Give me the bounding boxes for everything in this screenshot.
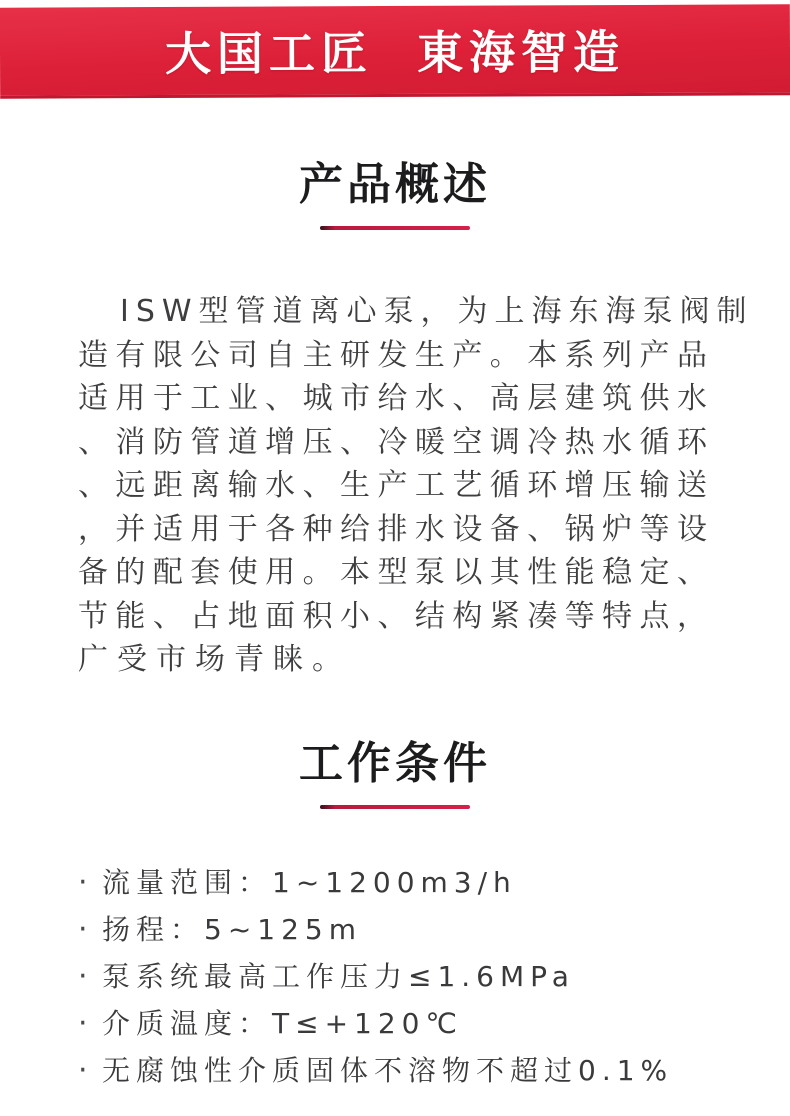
conditions-list <box>78 859 750 1094</box>
overview-section-head <box>0 159 790 230</box>
paragraph-line: 节能、占地面积小、结构紧凑等特点， <box>78 598 714 634</box>
condition-item <box>78 859 750 906</box>
condition-item <box>78 1000 750 1047</box>
condition-text: 流量范围：1~1200m3/h <box>102 865 517 899</box>
banner-title: 大国工匠 東海智造 <box>164 24 626 82</box>
condition-text: 介质温度：T≤+120℃ <box>102 1006 463 1040</box>
condition-item <box>78 906 750 953</box>
paragraph-line: ，并适用于各种给排水设备、锅炉等设 <box>78 511 714 547</box>
condition-text: 无腐蚀性介质固体不溶物不超过0.1% <box>102 1053 674 1087</box>
paragraph-line: 、远距离输水、生产工艺循环增压输送 <box>78 468 714 503</box>
overview-title-underline <box>320 226 470 230</box>
paragraph-line: 适用于工业、城市给水、高层建筑供水 <box>78 381 714 416</box>
conditions-section-head <box>0 738 790 809</box>
bullet-icon: · <box>78 911 88 947</box>
paragraph-line: 造有限公司自主研发生产。本系列产品 <box>78 337 714 373</box>
condition-text: 扬程：5~125m <box>102 912 362 946</box>
paragraph-line: 备的配套使用。本型泵以其性能稳定、 <box>78 555 714 590</box>
bullet-icon: · <box>78 1052 88 1088</box>
bullet-icon: · <box>78 958 88 994</box>
condition-item <box>78 953 750 1000</box>
paragraph-line: ISW型管道离心泵，为上海东海泵阀制 <box>120 294 754 329</box>
condition-item <box>78 1047 750 1094</box>
conditions-section <box>0 738 790 1094</box>
paragraph-line: 、消防管道增压、冷暖空调冷热水循环 <box>78 424 714 460</box>
conditions-title-underline <box>320 805 470 809</box>
condition-text: 泵系统最高工作压力≤1.6MPa <box>102 959 575 993</box>
bullet-icon: · <box>78 1005 88 1041</box>
bullet-icon: · <box>78 864 88 900</box>
overview-section <box>0 159 790 682</box>
overview-paragraph <box>78 290 754 682</box>
overview-title: 产品概述 <box>299 159 491 210</box>
paragraph-line: 广受市场青睐。 <box>78 642 351 677</box>
top-banner <box>0 4 790 98</box>
conditions-title: 工作条件 <box>299 737 491 789</box>
